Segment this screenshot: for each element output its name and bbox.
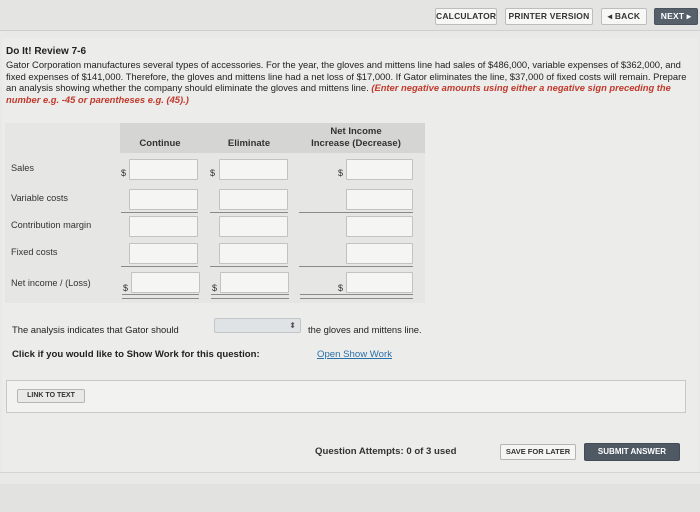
currency-symbol: $ — [210, 168, 216, 178]
question-body: Gator Corporation manufactures several types of accessories. For the year, the gloves and mittens line had sales of $486,000, variable expenses of $362,000, and fixed expenses of $141,000. Therefore, the gloves and mittens line had a net loss of $17,000. If Gator eliminates the line, $37,000 of fixed costs will remain. Prepare an analysis showing whether the company should eliminate the gloves and mittens line. — [6, 59, 687, 94]
subtotal-underline — [299, 212, 413, 213]
column-header-continue: Continue — [139, 138, 181, 149]
select-arrows-icon: ⬍ — [289, 321, 296, 330]
link-to-text-box — [6, 380, 686, 413]
sales-eliminate-input[interactable] — [219, 159, 288, 180]
currency-symbol: $ — [121, 168, 127, 178]
currency-symbol: $ — [212, 283, 218, 293]
top-toolbar — [0, 0, 700, 31]
subtotal-underline — [299, 266, 413, 267]
fixed-costs-continue-input[interactable] — [129, 243, 198, 264]
subtotal-underline — [210, 212, 288, 213]
currency-symbol: $ — [123, 283, 129, 293]
next-button[interactable]: NEXT ▸ — [654, 8, 698, 25]
contribution-margin-eliminate-input[interactable] — [219, 216, 288, 237]
contribution-margin-net-income-input[interactable] — [346, 216, 413, 237]
footer-divider — [0, 472, 700, 473]
total-double-underline — [211, 294, 289, 299]
open-show-work-link[interactable]: Open Show Work — [317, 349, 393, 360]
subtotal-underline — [210, 266, 288, 267]
question-instruction: (Enter negative amounts using either a negative sign preceding the number e.g. -45 or parentheses e.g. (45).) — [6, 82, 671, 105]
net-income-net-income-input[interactable] — [346, 272, 413, 293]
bottom-band — [0, 484, 700, 512]
net-income-eliminate-input[interactable] — [220, 272, 289, 293]
row-label-sales: Sales — [11, 163, 34, 173]
column-header-net-income — [294, 126, 418, 150]
net-income-continue-input[interactable] — [131, 272, 200, 293]
row-label-net-income: Net income / (Loss) — [11, 278, 91, 288]
column-header-eliminate: Eliminate — [227, 138, 271, 149]
save-for-later-button[interactable]: SAVE FOR LATER — [500, 444, 576, 460]
analysis-prefix: The analysis indicates that Gator should — [12, 324, 179, 335]
total-double-underline — [300, 294, 413, 299]
column-header-net-income-line1: Net Income — [330, 126, 382, 137]
decision-select[interactable] — [214, 318, 301, 333]
variable-costs-net-income-input[interactable] — [346, 189, 413, 210]
question-title: Do It! Review 7-6 — [6, 46, 87, 57]
row-label-contribution-margin: Contribution margin — [11, 220, 92, 230]
contribution-margin-continue-input[interactable] — [129, 216, 198, 237]
submit-answer-button[interactable]: SUBMIT ANSWER — [584, 443, 680, 461]
question-text — [6, 59, 692, 105]
variable-costs-continue-input[interactable] — [129, 189, 198, 210]
subtotal-underline — [121, 212, 198, 213]
show-work-label: Click if you would like to Show Work for this question: — [12, 349, 260, 360]
currency-symbol: $ — [338, 168, 344, 178]
sales-net-income-input[interactable] — [346, 159, 413, 180]
back-button[interactable]: ◂ BACK — [601, 8, 647, 25]
row-label-fixed-costs: Fixed costs — [11, 247, 58, 257]
printer-version-button[interactable]: PRINTER VERSION — [505, 8, 593, 25]
sales-continue-input[interactable] — [129, 159, 198, 180]
fixed-costs-eliminate-input[interactable] — [219, 243, 288, 264]
link-to-text-button[interactable]: LINK TO TEXT — [17, 389, 85, 403]
fixed-costs-net-income-input[interactable] — [346, 243, 413, 264]
row-label-variable-costs: Variable costs — [11, 193, 69, 203]
variable-costs-eliminate-input[interactable] — [219, 189, 288, 210]
currency-symbol: $ — [338, 283, 344, 293]
calculator-button[interactable]: CALCULATOR — [435, 8, 497, 25]
analysis-suffix: the gloves and mittens line. — [308, 324, 422, 335]
question-attempts: Question Attempts: 0 of 3 used — [315, 446, 457, 457]
total-double-underline — [122, 294, 199, 299]
subtotal-underline — [121, 266, 198, 267]
column-header-net-income-line2: Increase (Decrease) — [311, 138, 401, 149]
